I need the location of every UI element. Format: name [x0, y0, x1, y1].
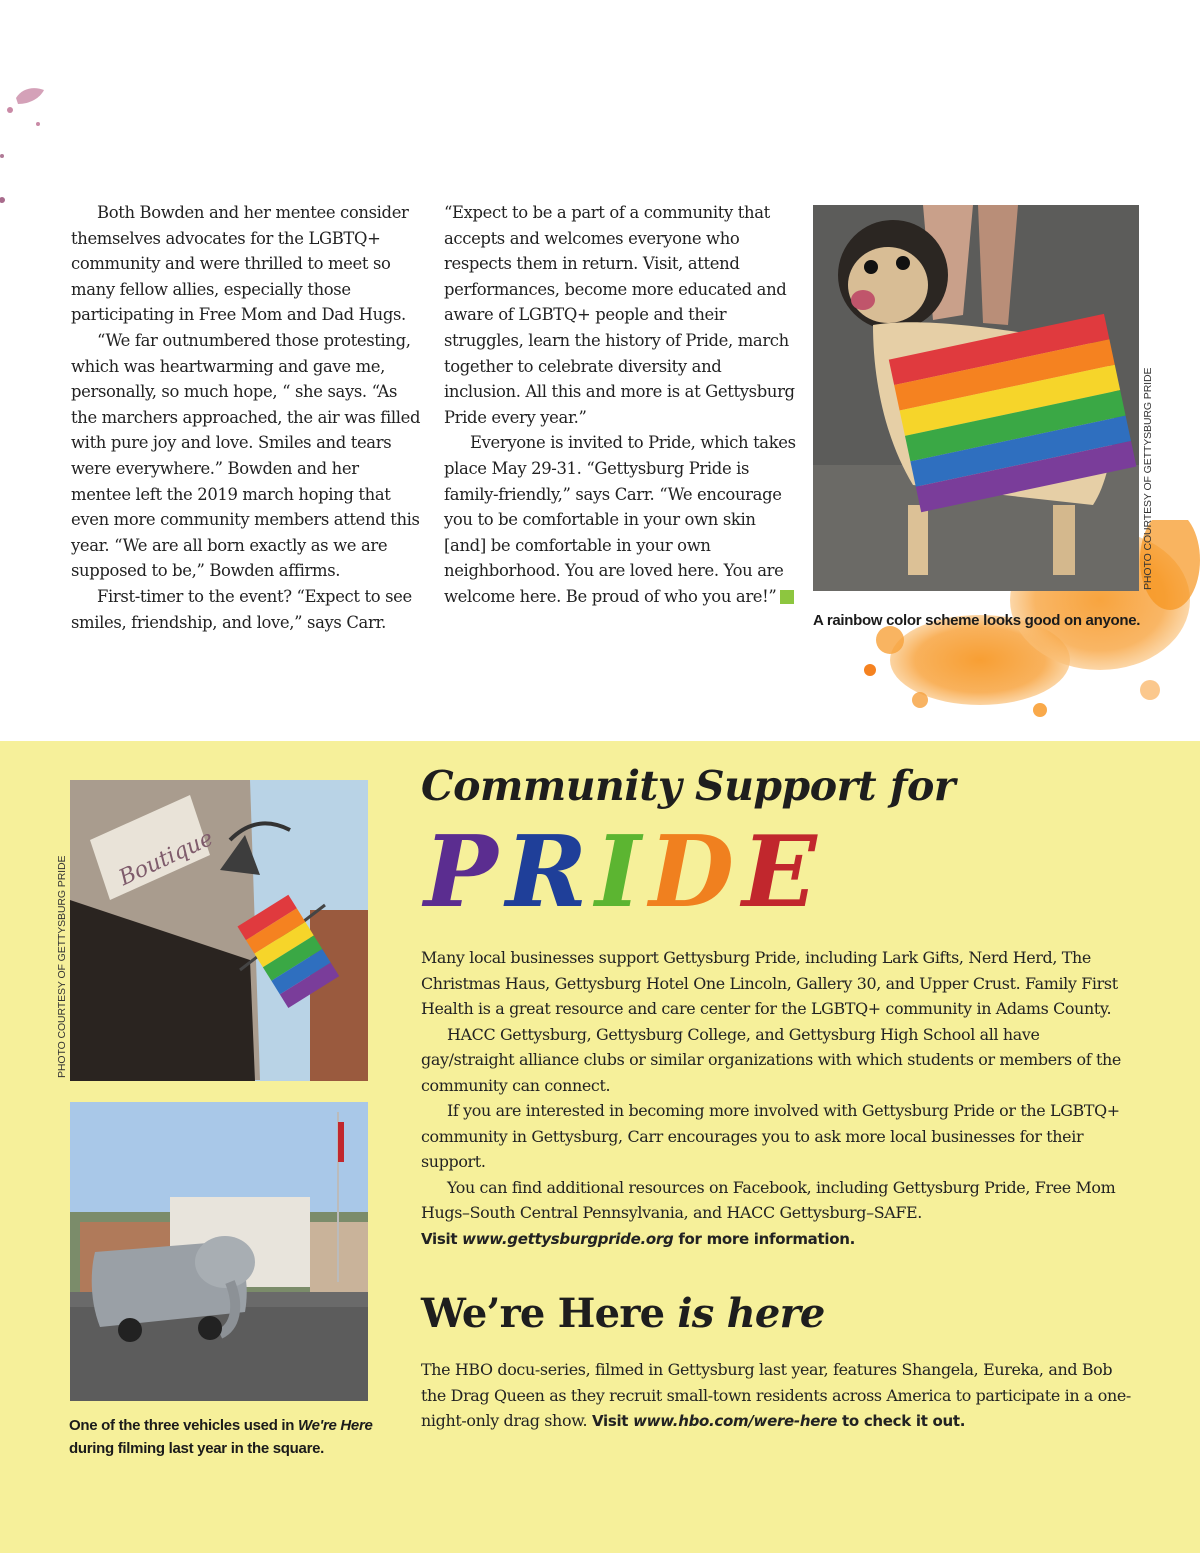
end-of-article-mark-icon: G	[780, 590, 794, 604]
article-paragraph: Both Bowden and her mentee consider themselves advocates for the LGBTQ+ community and were thrilled to meet so many fellow allies, especially those participating in Free Mom and Dad Hugs.	[71, 203, 409, 325]
section-headline: Community Support for	[421, 762, 955, 810]
visit-prefix: Visit	[591, 1412, 634, 1430]
body-paragraph: Many local businesses support Gettysburg Pride, including Lark Gifts, Nerd Herd, The Christmas Haus, Gettysburg Hotel One Lincoln, Gallery 30, and Upper Crust. Family First Health is a great resource and care center for the LGBTQ+ community in Adams County.	[421, 948, 1118, 1018]
gettysburg-pride-url-link[interactable]: www.gettysburgpride.org	[462, 1229, 674, 1248]
article-column-1	[71, 200, 421, 635]
article-paragraph-text: Everyone is invited to Pride, which takes place May 29-31. “Gettysburg Pride is family-friendly,” says Carr. “We encourage you to be comfortable in your own skin [and] be comfortable in your own neighborhood. You are loved here. You are welcome here. Be proud of who you are!”	[444, 433, 796, 606]
article-paragraph: First-timer to the event? “Expect to see smiles, friendship, and love,” says Carr.	[71, 586, 412, 632]
boutique-with-pride-flag-photo	[70, 780, 368, 1081]
photo-caption	[69, 1414, 379, 1460]
visit-line	[421, 1226, 1131, 1253]
visit-suffix: for more information.	[673, 1229, 856, 1248]
visit-prefix: Visit	[421, 1229, 463, 1248]
article-column-2	[444, 200, 815, 610]
pride-letter-r: R	[505, 815, 596, 930]
body-paragraph: If you are interested in becoming more involved with Gettysburg Pride or the LGBTQ+ community in Gettysburg, Carr encourages you to ask more local businesses for their support.	[421, 1101, 1120, 1171]
were-here-text	[421, 1357, 1131, 1435]
pride-letter-p: P	[424, 815, 506, 930]
photo-credit: PHOTO COURTESY OF GETTYSBURG PRIDE	[1142, 367, 1154, 590]
elephant-vehicle-photo	[70, 1102, 368, 1401]
hbo-url-link[interactable]: www.hbo.com/were-here	[633, 1412, 838, 1430]
heading-text: We’re Here	[421, 1290, 678, 1337]
paint-splash-decoration	[0, 70, 60, 220]
caption-text: during filming last year in the square.	[69, 1440, 325, 1457]
were-here-heading	[421, 1290, 825, 1337]
body-paragraph	[421, 1357, 1131, 1435]
pride-letter-e: E	[741, 815, 825, 930]
body-paragraph: You can find additional resources on Facebook, including Gettysburg Pride, Free Mom Hugs–South Central Pennsylvania, and HACC Gettysburg–SAFE.	[421, 1177, 1116, 1222]
visit-suffix: to check it out.	[837, 1412, 966, 1430]
article-paragraph	[444, 430, 815, 609]
body-text: The HBO docu-series, filmed in Gettysburg last year, features Shangela, Eureka, and Bob the Drag Queen as they recruit small-town residents across America to participate in a one-night-only drag show.	[421, 1360, 1131, 1430]
article-paragraph-text: “Expect to be a part of a community that accepts and welcomes everyone who respects them in return. Visit, attend performances, become more educated and aware of LGBTQ+ people and their struggles, learn the history of Pride, march together to celebrate diversity and inclusion. All this and more is at Gettysburg Pride every year.”	[444, 203, 795, 427]
community-support-text	[421, 945, 1131, 1252]
show-title: We're Here	[298, 1417, 373, 1434]
pride-letter-d: D	[649, 815, 742, 930]
heading-italic-text: is here	[677, 1290, 825, 1337]
boutique-sign-text: Boutique	[115, 825, 218, 892]
pride-letter-i: I	[595, 815, 649, 930]
body-paragraph: HACC Gettysburg, Gettysburg College, and Gettysburg High School all have gay/straight alliance clubs or similar organizations with which students or members of the community can connect.	[421, 1024, 1121, 1095]
pride-wordmark	[424, 815, 825, 930]
article-paragraph	[444, 200, 796, 430]
photo-caption: A rainbow color scheme looks good on anyone.	[813, 612, 1141, 629]
pug-in-rainbow-flag-photo	[813, 205, 1139, 591]
caption-text: One of the three vehicles used in	[69, 1417, 299, 1434]
photo-credit: PHOTO COURTESY OF GETTYSBURG PRIDE	[56, 855, 68, 1078]
article-paragraph: “We far outnumbered those protesting, which was heartwarming and gave me, personally, so much hope, “ she says. “As the marchers approached, the air was filled with pure joy and love. Smiles and tears were everywhere.” Bowden and her mentee left the 2019 march hoping that even more community members attend this year. “We are all born exactly as we are supposed to be,” Bowden affirms.	[71, 330, 421, 581]
